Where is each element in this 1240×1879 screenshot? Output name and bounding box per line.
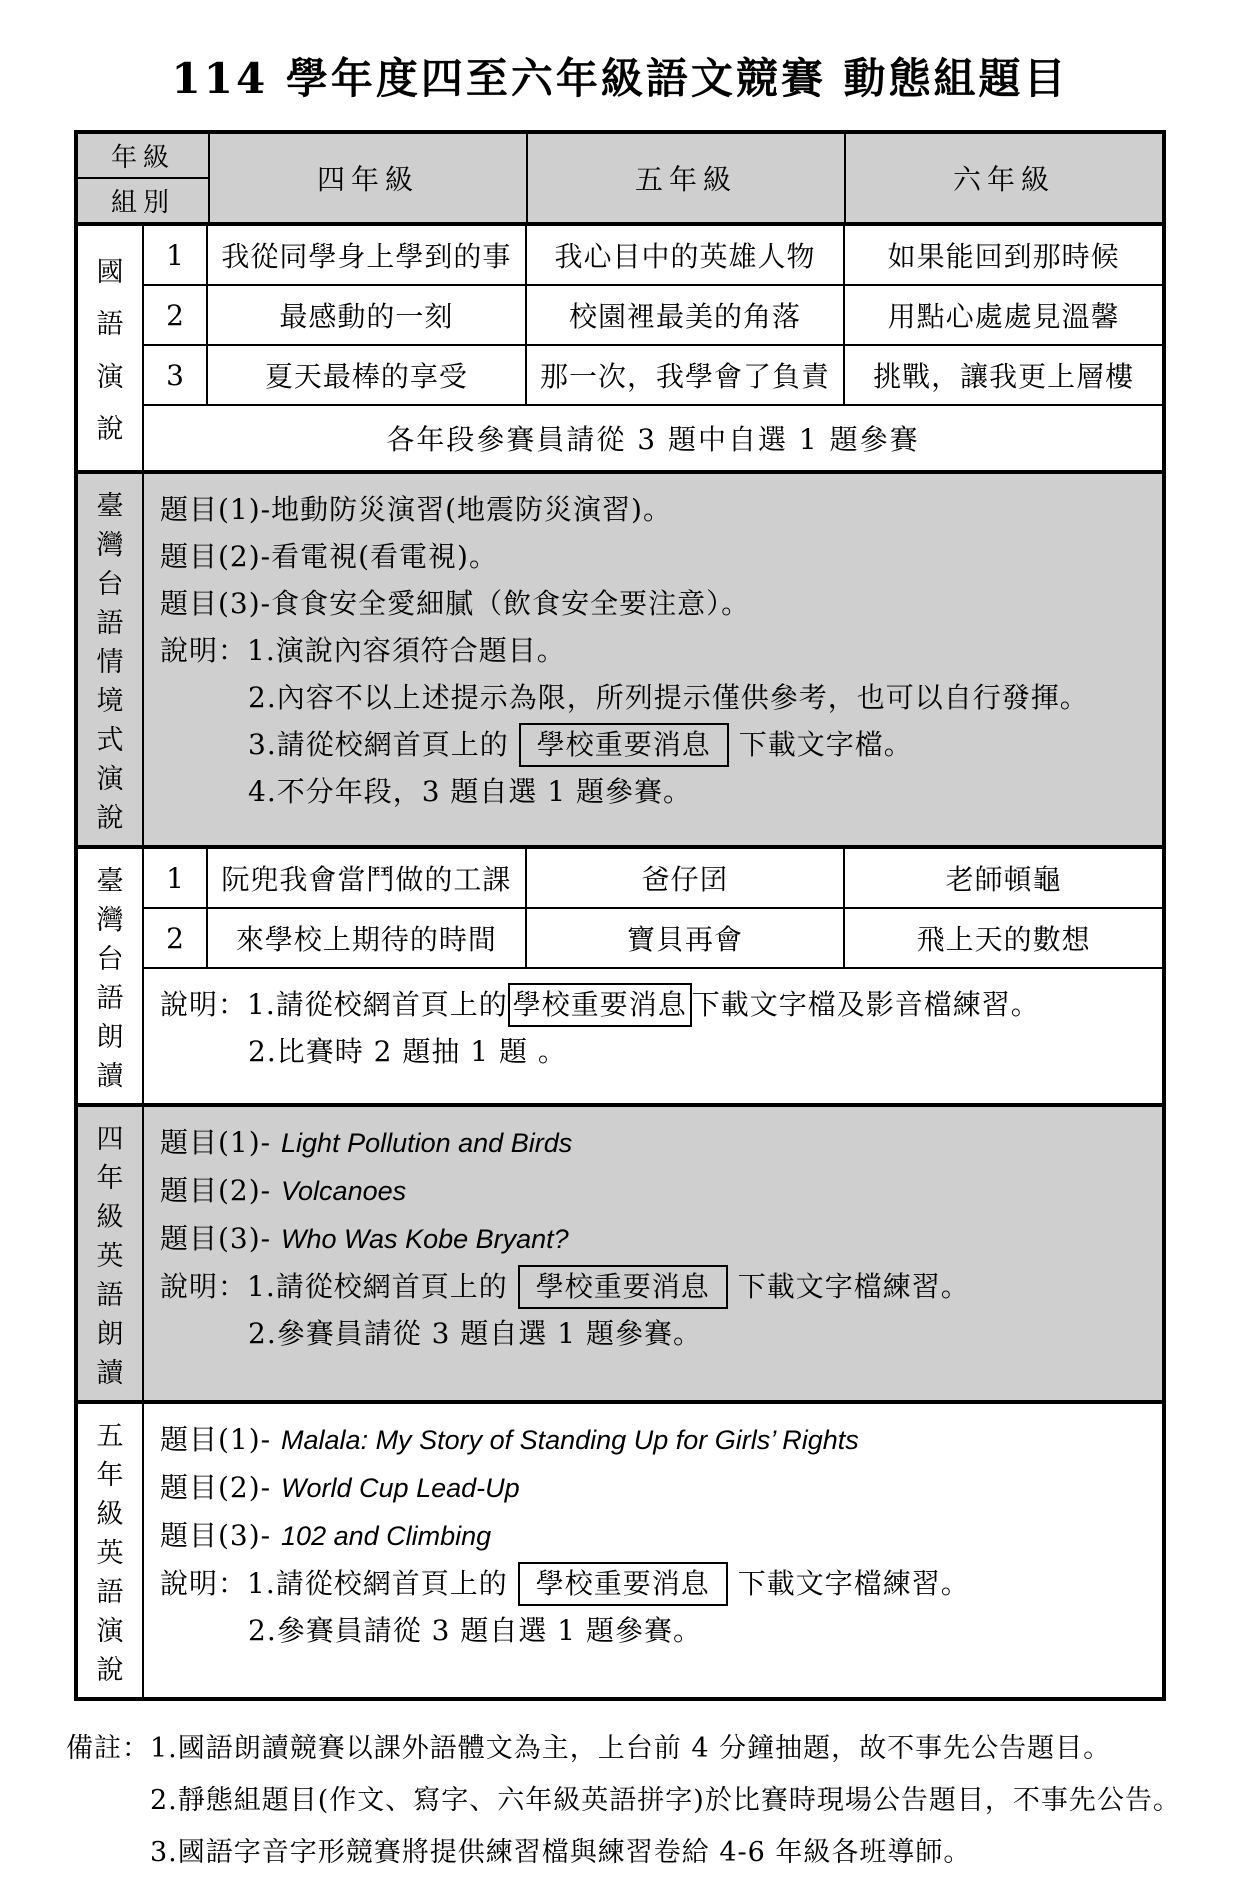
label-char: 朗 xyxy=(96,1022,124,1053)
topic-cell: 我從同學身上學到的事 xyxy=(208,226,527,284)
footnote-line xyxy=(66,1827,1240,1879)
school-news-box: 學校重要消息 xyxy=(518,1562,728,1606)
header-corner-cell xyxy=(78,134,210,222)
text-line xyxy=(160,580,1154,627)
section-五年級英語演說 xyxy=(78,1404,1162,1697)
label-char: 國 xyxy=(96,256,124,288)
section-label xyxy=(78,1107,144,1400)
label-char: 演 xyxy=(96,1616,124,1647)
text-segment: 題目(1)-地動防災演習(地震防災演習)。 xyxy=(160,493,672,526)
table-row xyxy=(144,909,1162,969)
label-char: 語 xyxy=(96,309,124,341)
footnotes xyxy=(66,1723,1240,1879)
section-body xyxy=(144,849,1162,1103)
text-line xyxy=(160,1028,1154,1075)
text-line xyxy=(160,627,1154,674)
label-char: 演 xyxy=(96,764,124,795)
label-char: 灣 xyxy=(96,530,124,561)
footnote-line xyxy=(66,1775,1240,1827)
text-line xyxy=(160,1119,1154,1167)
row-number: 2 xyxy=(144,286,208,344)
topic-cell: 挑戰，讓我更上層樓 xyxy=(873,360,1135,393)
text-segment: 2.內容不以上述提示為限，所列提示僅供參考，也可以自行發揮。 xyxy=(248,681,1089,714)
table-row xyxy=(144,849,1162,909)
label-char: 說 xyxy=(96,1655,124,1686)
header-column-grade4: 四年級 xyxy=(210,134,528,222)
text-segment: 題目(3)-食食安全愛細膩（飲食安全要注意）。 xyxy=(160,587,751,620)
text-segment: 下載文字檔練習。 xyxy=(737,1567,970,1600)
label-char: 級 xyxy=(96,1202,124,1233)
text-line xyxy=(160,486,1154,533)
table-row xyxy=(144,286,1162,346)
section-text-block xyxy=(144,1107,1162,1373)
section-國語演說 xyxy=(78,226,1162,474)
topic-cell: 最感動的一刻 xyxy=(208,286,527,344)
text-line xyxy=(160,981,1154,1028)
label-char: 語 xyxy=(96,1280,124,1311)
label-char: 說 xyxy=(96,803,124,834)
label-char: 臺 xyxy=(96,491,124,522)
text-segment: 題目(1)- xyxy=(160,1423,282,1456)
footnotes-prefix: 備註： xyxy=(66,1733,150,1764)
text-line xyxy=(160,1310,1154,1357)
section-label xyxy=(78,474,144,845)
text-line xyxy=(160,721,1154,768)
table-row xyxy=(144,226,1162,286)
label-char: 台 xyxy=(96,569,124,600)
text-segment: 2.參賽員請從 3 題自選 1 題參賽。 xyxy=(248,1614,702,1647)
english-topic-title: World Cup Lead-Up xyxy=(281,1473,520,1503)
section-text-block xyxy=(144,474,1162,831)
label-char: 英 xyxy=(96,1241,124,1272)
label-char: 朗 xyxy=(96,1319,124,1350)
footnote-text: 3.國語字音字形競賽將提供練習檔與練習卷給 4-6 年級各班導師。 xyxy=(150,1837,972,1868)
label-char: 級 xyxy=(96,1499,124,1530)
section-body xyxy=(144,226,1162,470)
text-line xyxy=(160,1416,1154,1464)
label-char: 境 xyxy=(96,686,124,717)
label-char: 語 xyxy=(96,1577,124,1608)
english-topic-title: Light Pollution and Birds xyxy=(281,1128,573,1158)
topic-cell: 用點心處處見溫馨 xyxy=(887,300,1120,333)
label-char: 演 xyxy=(96,361,124,393)
row-number: 3 xyxy=(144,346,208,404)
section-臺灣台語情境式演說 xyxy=(78,474,1162,849)
label-char: 英 xyxy=(96,1538,124,1569)
label-char: 五 xyxy=(96,1421,124,1452)
row-number: 1 xyxy=(144,226,208,284)
header-corner-group-label: 組別 xyxy=(110,188,175,218)
text-segment: 說明：1.演說內容須符合題目。 xyxy=(160,634,566,667)
document-page xyxy=(0,46,1240,1868)
table-header-row xyxy=(78,134,1162,226)
topic-cell: 阮兜我會當鬥做的工課 xyxy=(208,849,527,907)
text-segment: 題目(2)-看電視(看電視)。 xyxy=(160,540,498,573)
label-char: 四 xyxy=(96,1124,124,1155)
topic-cell: 爸仔囝 xyxy=(527,849,846,907)
topic-cell: 飛上天的數想 xyxy=(916,923,1091,956)
label-char: 灣 xyxy=(96,905,124,936)
section-note: 各年段參賽員請從 3 題中自選 1 題參賽 xyxy=(386,423,920,456)
topic-cell: 夏天最棒的享受 xyxy=(208,346,527,404)
label-char: 讀 xyxy=(96,1061,124,1092)
label-char: 年 xyxy=(96,1460,124,1491)
topic-cell: 校園裡最美的角落 xyxy=(527,286,846,344)
text-segment: 題目(2)- xyxy=(160,1174,282,1207)
topic-cell: 來學校上期待的時間 xyxy=(208,909,527,967)
label-char: 情 xyxy=(96,647,124,678)
row-number: 2 xyxy=(144,909,208,967)
section-body xyxy=(144,1107,1162,1400)
topic-cell: 我心目中的英雄人物 xyxy=(527,226,846,284)
text-line xyxy=(160,1215,1154,1263)
section-label xyxy=(78,226,144,470)
text-segment: 題目(3)- xyxy=(160,1222,282,1255)
text-line xyxy=(160,1464,1154,1512)
label-char: 臺 xyxy=(96,866,124,897)
text-segment: 題目(2)- xyxy=(160,1471,282,1504)
footnote-text: 1.國語朗讀競賽以課外語體文為主，上台前 4 分鐘抽題，故不事先公告題目。 xyxy=(150,1733,1112,1764)
text-segment: 2.參賽員請從 3 題自選 1 題參賽。 xyxy=(248,1317,702,1350)
text-line xyxy=(160,533,1154,580)
section-body xyxy=(144,474,1162,845)
school-news-box: 學校重要消息 xyxy=(519,723,729,767)
section-四年級英語朗讀 xyxy=(78,1107,1162,1404)
header-column-grade5: 五年級 xyxy=(528,134,846,222)
section-label xyxy=(78,849,144,1103)
footnote-text: 2.靜態組題目(作文、寫字、六年級英語拼字)於比賽時現場公告題目，不事先公告。 xyxy=(150,1785,1181,1816)
label-char: 語 xyxy=(96,983,124,1014)
section-臺灣台語朗讀 xyxy=(78,849,1162,1107)
text-line xyxy=(160,1560,1154,1607)
section-text-block xyxy=(144,1404,1162,1670)
text-line xyxy=(160,674,1154,721)
page-title: 114 學年度四至六年級語文競賽 動態組題目 xyxy=(171,54,1069,103)
text-line xyxy=(160,768,1154,815)
text-line xyxy=(160,1512,1154,1560)
text-segment: 3.請從校網首頁上的 xyxy=(248,728,509,761)
english-topic-title: 102 and Climbing xyxy=(281,1521,492,1551)
text-segment: 說明：1.請從校網首頁上的 xyxy=(160,1270,508,1303)
row-number: 1 xyxy=(144,849,208,907)
label-char: 式 xyxy=(96,725,124,756)
english-topic-title: Volcanoes xyxy=(281,1176,407,1206)
table-sections xyxy=(78,226,1162,1697)
label-char: 語 xyxy=(96,608,124,639)
english-topic-title: Who Was Kobe Bryant? xyxy=(281,1224,569,1254)
text-segment: 下載文字檔。 xyxy=(738,728,913,761)
text-line xyxy=(160,1607,1154,1654)
text-segment: 下載文字檔及影音檔練習。 xyxy=(691,988,1040,1021)
topics-table xyxy=(74,130,1166,1701)
section-label xyxy=(78,1404,144,1697)
section-text-block xyxy=(144,969,1162,1091)
topic-cell: 那一次，我學會了負責 xyxy=(527,346,846,404)
text-segment: 說明：1.請從校網首頁上的 xyxy=(160,1567,508,1600)
text-line xyxy=(160,1167,1154,1215)
english-topic-title: Malala: My Story of Standing Up for Girls’ Rights xyxy=(281,1425,859,1455)
text-line xyxy=(160,1263,1154,1310)
text-segment: 下載文字檔練習。 xyxy=(737,1270,970,1303)
text-segment: 4.不分年段，3 題自選 1 題參賽。 xyxy=(248,775,693,808)
label-char: 年 xyxy=(96,1163,124,1194)
text-segment: 題目(1)- xyxy=(160,1126,282,1159)
topic-cell: 寶貝再會 xyxy=(527,909,846,967)
footnote-line xyxy=(66,1723,1240,1775)
label-char: 說 xyxy=(96,414,124,446)
school-news-box: 學校重要消息 xyxy=(518,1265,728,1309)
table-row xyxy=(144,346,1162,406)
topic-cell: 如果能回到那時候 xyxy=(887,240,1120,273)
topic-cell: 老師頓龜 xyxy=(945,863,1062,896)
text-segment: 2.比賽時 2 題抽 1 題 。 xyxy=(248,1035,567,1068)
label-char: 讀 xyxy=(96,1358,124,1389)
text-segment: 題目(3)- xyxy=(160,1519,282,1552)
header-corner-grade-label: 年級 xyxy=(78,134,208,179)
header-column-grade6: 六年級 xyxy=(952,163,1055,196)
text-segment: 說明：1.請從校網首頁上的 xyxy=(160,988,508,1021)
label-char: 台 xyxy=(96,944,124,975)
school-news-box: 學校重要消息 xyxy=(508,983,692,1027)
section-body xyxy=(144,1404,1162,1697)
